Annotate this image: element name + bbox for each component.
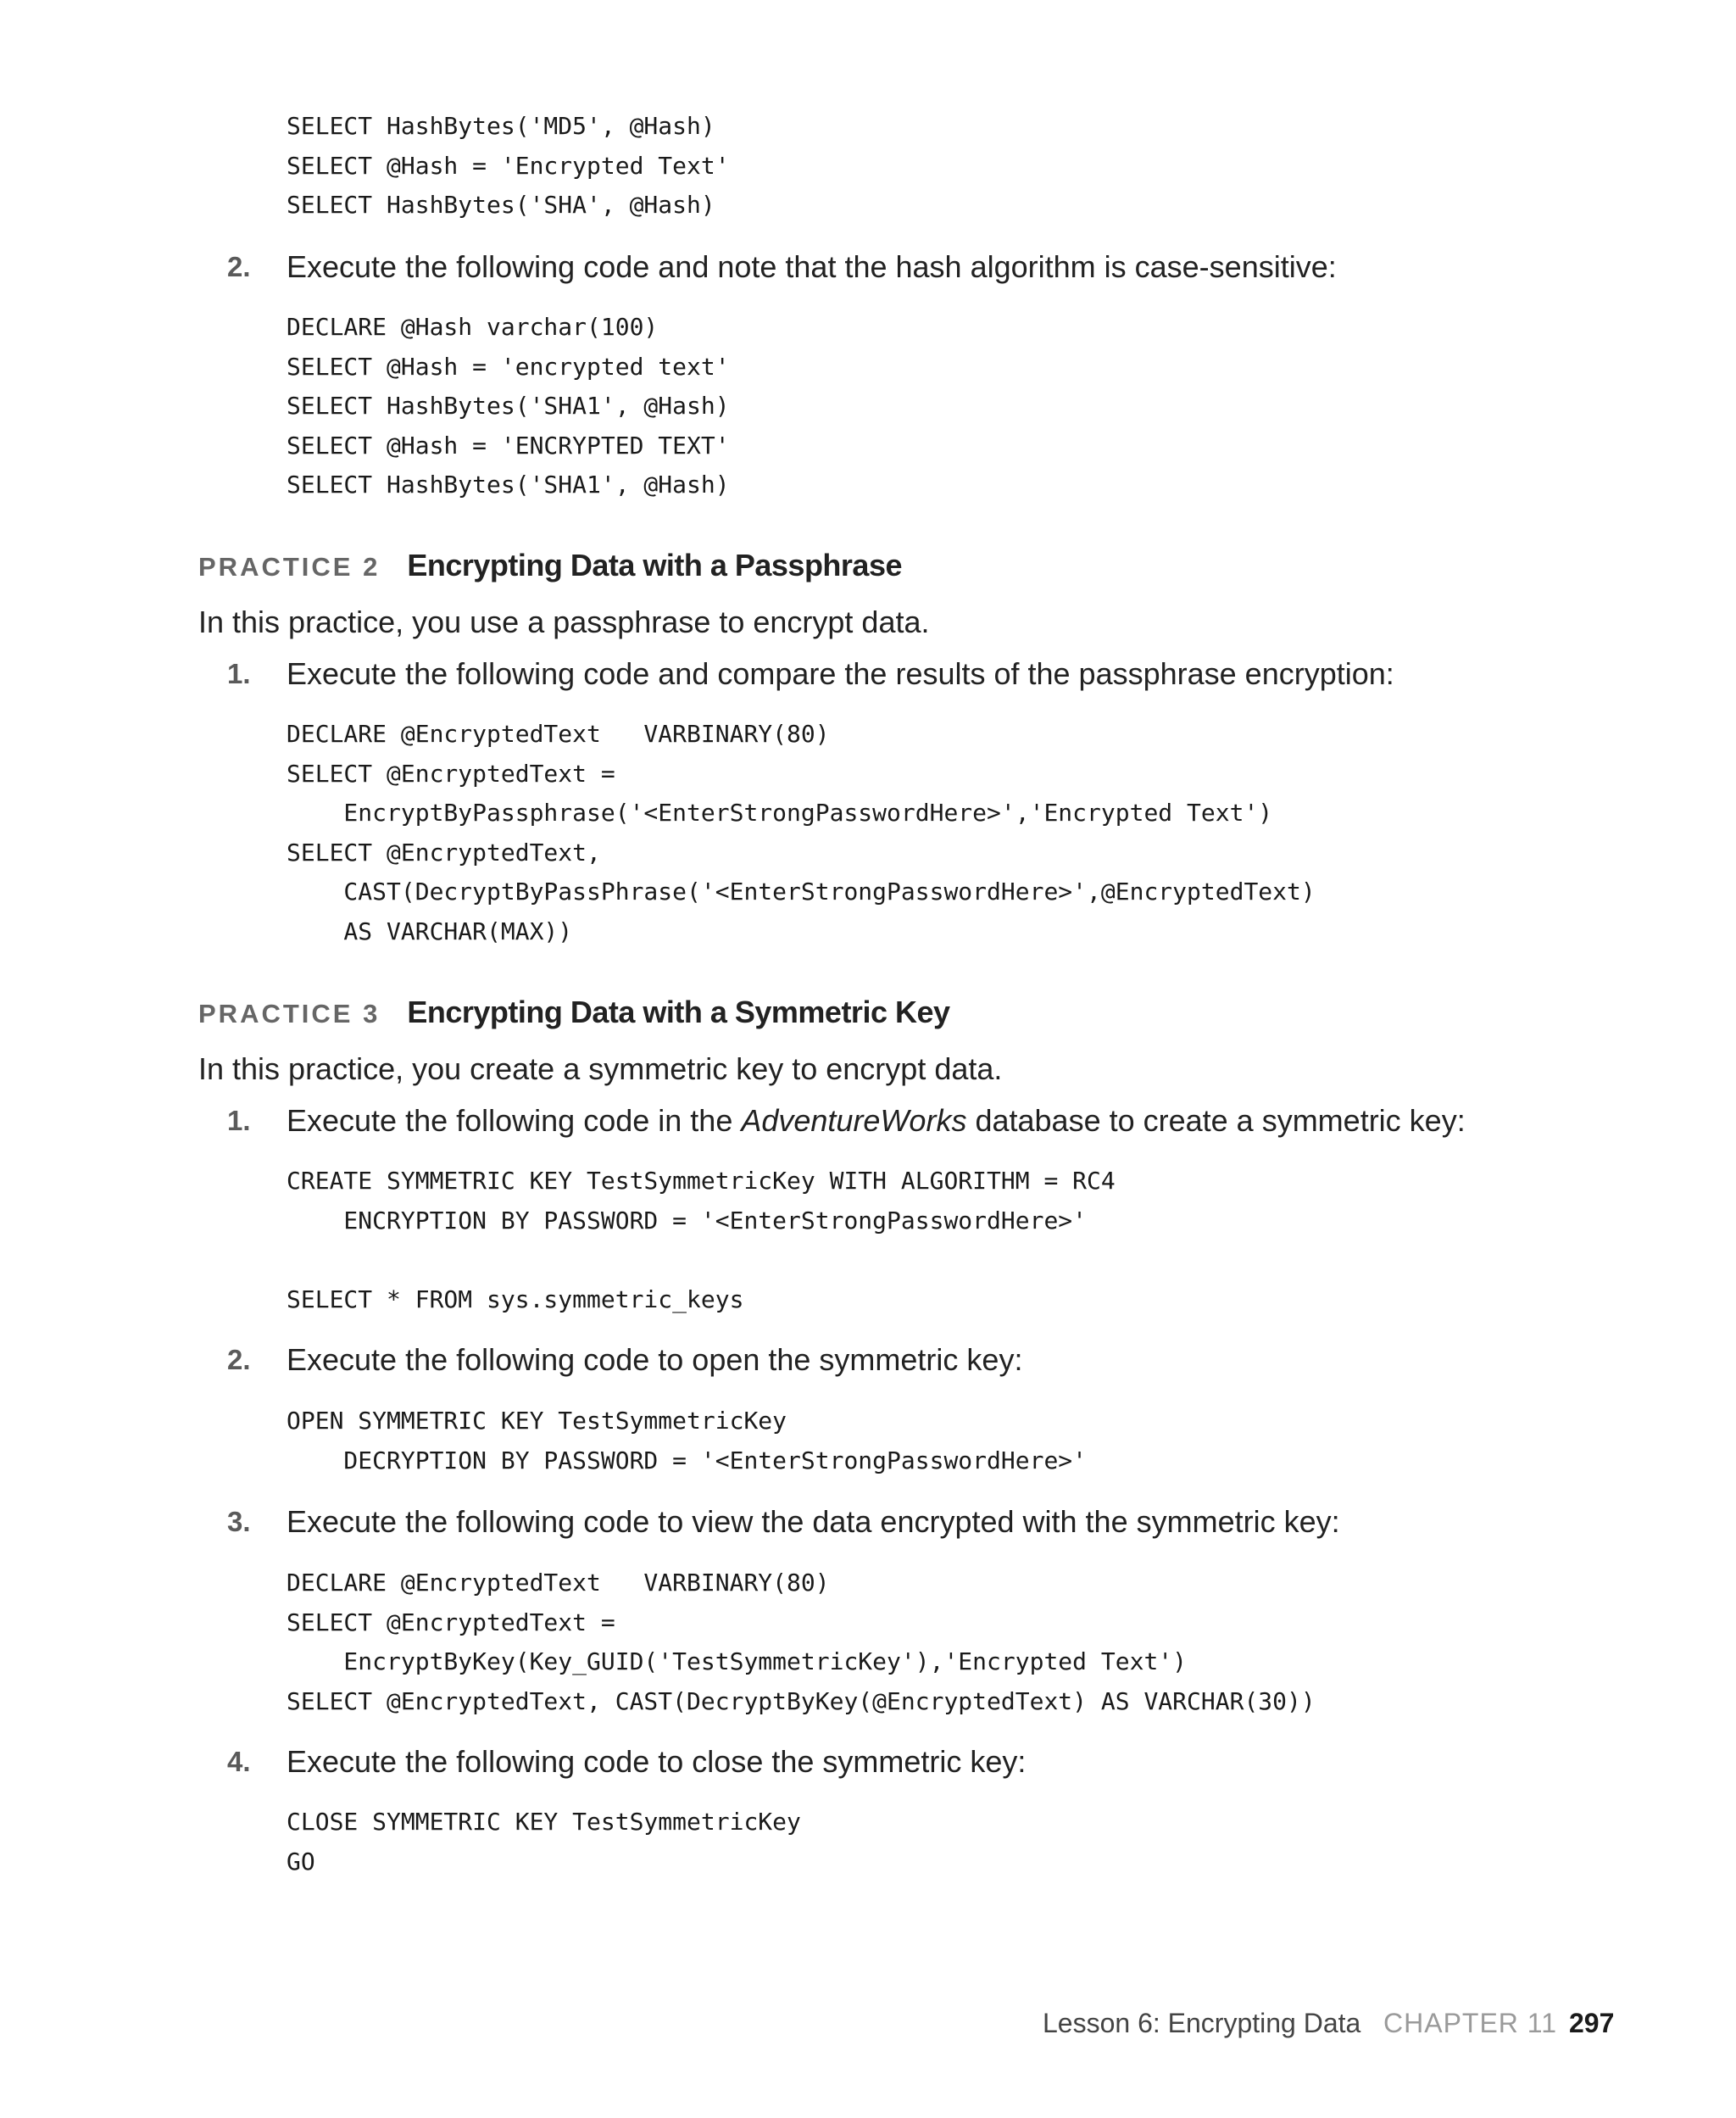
code-line: SELECT @Hash = 'Encrypted Text' [287,151,730,180]
footer-lesson: Lesson 6: Encrypting Data [1043,2008,1361,2038]
practice-intro: In this practice, you use a passphrase to encrypt data. [198,605,930,639]
code-block-close-key [287,1803,801,1881]
step-number: 3. [227,1506,251,1537]
code-block-hash-md5 [287,107,730,226]
code-block-hash-case [287,308,730,505]
practice-intro: In this practice, you create a symmetric key to encrypt data. [198,1051,1003,1086]
code-line: DECLARE @Hash varchar(100) [287,313,659,341]
step-text-part: database to create a symmetric key: [966,1103,1466,1138]
step-number: 2. [227,251,251,282]
step-text: Execute the following code to view the data encrypted with the symmetric key: [287,1504,1340,1539]
code-line: SELECT HashBytes('MD5', @Hash) [287,112,715,140]
step-text-part: Execute the following code in the [287,1103,742,1138]
code-line: SELECT @EncryptedText = [287,1608,615,1636]
step-text: Execute the following code to open the symmetric key: [287,1342,1023,1377]
code-block-encrypt-key [287,1563,1316,1721]
code-line: SELECT HashBytes('SHA1', @Hash) [287,392,730,420]
footer-chapter: CHAPTER 11 [1383,2008,1558,2038]
step-number: 1. [227,658,251,689]
code-line: DECRYPTION BY PASSWORD = '<EnterStrongPasswordHere>' [287,1446,1088,1474]
page-number: 297 [1569,2008,1615,2038]
step-number: 4. [227,1746,251,1777]
practice-title: Encrypting Data with a Passphrase [407,548,902,582]
code-line: EncryptByPassphrase('<EnterStrongPasswordHere>','Encrypted Text') [287,799,1273,827]
code-line: SELECT HashBytes('SHA', @Hash) [287,191,715,219]
code-line: SELECT @EncryptedText, CAST(DecryptByKey(@EncryptedText) AS VARCHAR(30)) [287,1686,1316,1715]
practice-label: PRACTICE 2 [198,552,381,582]
code-line: CLOSE SYMMETRIC KEY TestSymmetricKey [287,1808,801,1836]
step-number: 2. [227,1344,251,1375]
step-text [287,1104,1466,1138]
step-text: Execute the following code and compare the results of the passphrase encryption: [287,656,1394,691]
code-line: GO [287,1847,315,1876]
code-line: DECLARE @EncryptedText VARBINARY(80) [287,1569,830,1597]
code-line: DECLARE @EncryptedText VARBINARY(80) [287,720,830,748]
practice-heading-2 [198,549,902,584]
code-line: EncryptByKey(Key_GUID('TestSymmetricKey'),'Encrypted Text') [287,1647,1188,1675]
code-line: SELECT @Hash = 'ENCRYPTED TEXT' [287,431,730,460]
code-line: SELECT @EncryptedText, [287,838,601,867]
code-block-create-key [287,1162,1116,1319]
code-line: CREATE SYMMETRIC KEY TestSymmetricKey WITH ALGORITHM = RC4 [287,1167,1116,1195]
step-text: Execute the following code and note that the hash algorithm is case-sensitive: [287,249,1337,284]
step-text: Execute the following code to close the symmetric key: [287,1744,1027,1779]
code-line: ENCRYPTION BY PASSWORD = '<EnterStrongPasswordHere>' [287,1206,1088,1235]
code-line: AS VARCHAR(MAX)) [287,917,573,945]
code-block-open-key [287,1402,1087,1480]
code-line: SELECT * FROM sys.symmetric_keys [287,1285,744,1313]
practice-heading-3 [198,995,950,1031]
step-number: 1. [227,1105,251,1136]
practice-title: Encrypting Data with a Symmetric Key [407,995,950,1029]
database-name: AdventureWorks [741,1103,967,1138]
code-block-passphrase [287,715,1316,951]
code-line: OPEN SYMMETRIC KEY TestSymmetricKey [287,1407,787,1435]
code-line: SELECT @Hash = 'encrypted text' [287,352,730,381]
code-line: CAST(DecryptByPassPhrase('<EnterStrongPasswordHere>',@EncryptedText) [287,878,1316,906]
code-line: SELECT @EncryptedText = [287,759,615,788]
code-line: SELECT HashBytes('SHA1', @Hash) [287,471,730,499]
practice-label: PRACTICE 3 [198,999,381,1028]
